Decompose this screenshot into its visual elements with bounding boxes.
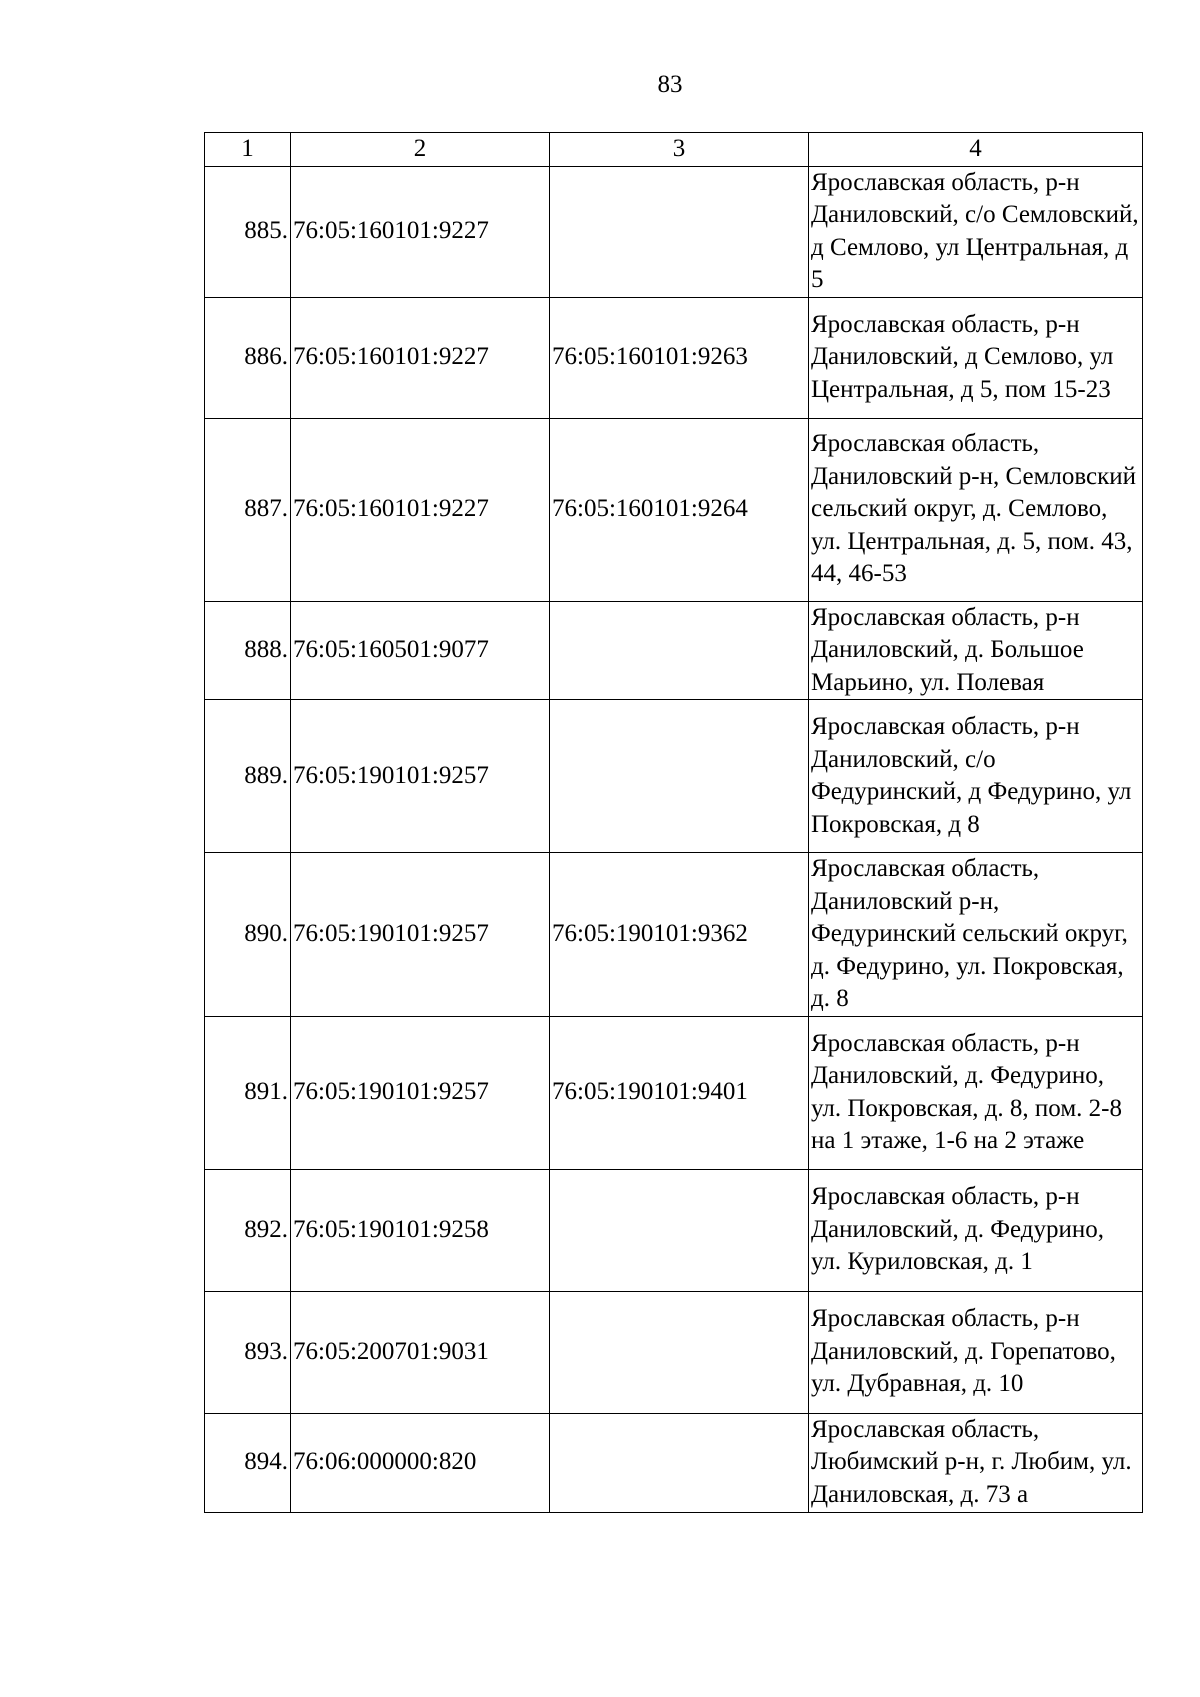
row-number: 893. xyxy=(205,1291,291,1413)
table-row xyxy=(205,1169,1143,1291)
table-row xyxy=(205,601,1143,700)
row-number: 885. xyxy=(205,166,291,297)
cadastral-number: 76:05:200701:9031 xyxy=(291,1291,550,1413)
address: Ярославская область, р-н Даниловский, д. Горепатово, ул. Дубравная, д. 10 xyxy=(809,1291,1143,1413)
cadastral-number: 76:06:000000:820 xyxy=(291,1413,550,1512)
table-row xyxy=(205,297,1143,418)
row-number: 886. xyxy=(205,297,291,418)
address: Ярославская область, р-н Даниловский, д. Федурино, ул. Покровская, д. 8, пом. 2-8 на 1 этаже, 1-6 на 2 этаже xyxy=(809,1016,1143,1169)
sub-cadastral-number xyxy=(550,700,809,853)
address: Ярославская область, р-н Даниловский, д. Федурино, ул. Куриловская, д. 1 xyxy=(809,1169,1143,1291)
address: Ярославская область, р-н Даниловский, с/о Федуринский, д Федурино, ул Покровская, д 8 xyxy=(809,700,1143,853)
sub-cadastral-number: 76:05:160101:9264 xyxy=(550,418,809,601)
header-row xyxy=(205,133,1143,167)
row-number: 890. xyxy=(205,853,291,1017)
table-row xyxy=(205,418,1143,601)
table-row xyxy=(205,1413,1143,1512)
row-number: 894. xyxy=(205,1413,291,1512)
table-row xyxy=(205,1016,1143,1169)
cadastral-number: 76:05:190101:9257 xyxy=(291,700,550,853)
table-row xyxy=(205,853,1143,1017)
row-number: 888. xyxy=(205,601,291,700)
address: Ярославская область, р-н Даниловский, с/о Семловский, д Семлово, ул Центральная, д 5 xyxy=(809,166,1143,297)
row-number: 889. xyxy=(205,700,291,853)
address: Ярославская область, Даниловский р-н, Семловский сельский округ, д. Семлово, ул. Центральная, д. 5, пом. 43, 44, 46-53 xyxy=(809,418,1143,601)
sub-cadastral-number xyxy=(550,1169,809,1291)
table-row xyxy=(205,166,1143,297)
sub-cadastral-number: 76:05:160101:9263 xyxy=(550,297,809,418)
page-number: 83 xyxy=(657,71,683,98)
address: Ярославская область, р-н Даниловский, д. Большое Марьино, ул. Полевая xyxy=(809,601,1143,700)
cadastral-number: 76:05:190101:9258 xyxy=(291,1169,550,1291)
address: Ярославская область, Любимский р-н, г. Любим, ул. Даниловская, д. 73 а xyxy=(809,1413,1143,1512)
table-row xyxy=(205,1291,1143,1413)
header-cell-3: 3 xyxy=(550,133,809,167)
table-row xyxy=(205,700,1143,853)
cadastral-number: 76:05:190101:9257 xyxy=(291,853,550,1017)
row-number: 892. xyxy=(205,1169,291,1291)
sub-cadastral-number: 76:05:190101:9401 xyxy=(550,1016,809,1169)
address: Ярославская область, р-н Даниловский, д Семлово, ул Центральная, д 5, пом 15-23 xyxy=(809,297,1143,418)
cadastral-number: 76:05:160501:9077 xyxy=(291,601,550,700)
sub-cadastral-number xyxy=(550,1291,809,1413)
row-number: 891. xyxy=(205,1016,291,1169)
sub-cadastral-number xyxy=(550,601,809,700)
row-number: 887. xyxy=(205,418,291,601)
sub-cadastral-number xyxy=(550,166,809,297)
address: Ярославская область, Даниловский р-н, Федуринский сельский округ, д. Федурино, ул. Покровская, д. 8 xyxy=(809,853,1143,1017)
cadastral-number: 76:05:160101:9227 xyxy=(291,418,550,601)
header-cell-1: 1 xyxy=(205,133,291,167)
sub-cadastral-number xyxy=(550,1413,809,1512)
cadastral-number: 76:05:160101:9227 xyxy=(291,166,550,297)
header-cell-4: 4 xyxy=(809,133,1143,167)
cadastral-number: 76:05:160101:9227 xyxy=(291,297,550,418)
register-table xyxy=(204,132,1143,1513)
header-cell-2: 2 xyxy=(291,133,550,167)
cadastral-number: 76:05:190101:9257 xyxy=(291,1016,550,1169)
sub-cadastral-number: 76:05:190101:9362 xyxy=(550,853,809,1017)
